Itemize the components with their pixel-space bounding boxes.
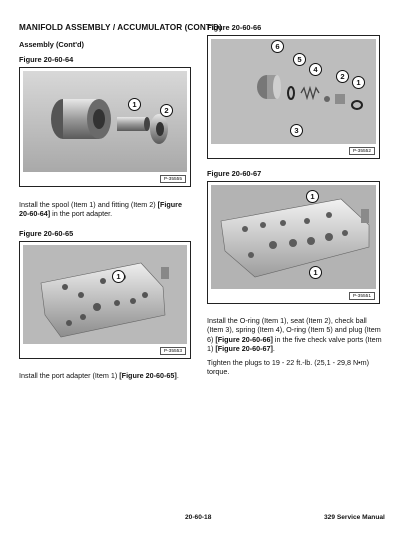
spool-fitting-photo	[23, 71, 187, 172]
photo-number: P-35551	[349, 292, 375, 300]
instruction-port-adapter: Install the port adapter (Item 1) [Figure 20-60-65].	[19, 371, 179, 380]
manual-name: 329 Service Manual	[324, 514, 385, 521]
page-number: 20-60-18	[185, 514, 212, 521]
callout-item-2: 2	[160, 104, 173, 117]
figure-label-64: Figure 20-60-64	[19, 55, 74, 64]
callout-item-5: 5	[293, 53, 306, 66]
callout-item-4: 4	[309, 63, 322, 76]
figure-20-60-64	[19, 67, 191, 187]
figure-ref-66: [Figure 20-60-66]	[215, 334, 273, 344]
photo-number: P-35553	[160, 347, 186, 355]
callout-item-1: 1	[128, 98, 141, 111]
callout-item-1: 1	[306, 190, 319, 203]
section-subtitle: Assembly (Cont'd)	[19, 40, 84, 49]
photo-number: P-35552	[349, 147, 375, 155]
manifold-ports-photo	[211, 185, 376, 289]
callout-item-1: 1	[112, 270, 125, 283]
figure-label-66: Figure 20-60-66	[207, 23, 262, 32]
figure-20-60-67	[207, 181, 380, 304]
figure-20-60-65	[19, 241, 191, 359]
photo-number: P-35555	[160, 175, 186, 183]
callout-item-6: 6	[271, 40, 284, 53]
page-title: MANIFOLD ASSEMBLY / ACCUMULATOR (CONT'D)	[19, 23, 222, 32]
callout-item-1: 1	[309, 266, 322, 279]
instruction-spool: Install the spool (Item 1) and fitting (Item 2) [Figure 20-60-64] in the port adapter.	[19, 200, 182, 219]
figure-label-67: Figure 20-60-67	[207, 169, 262, 178]
figure-ref-65: [Figure 20-60-65]	[119, 371, 177, 380]
figure-label-65: Figure 20-60-65	[19, 229, 74, 238]
callout-item-2: 2	[336, 70, 349, 83]
callout-item-1: 1	[352, 76, 365, 89]
figure-ref-64: [Figure 20-60-64]	[19, 200, 182, 219]
figure-20-60-66	[207, 35, 380, 159]
instruction-torque: Tighten the plugs to 19 - 22 ft.-lb. (25,1 - 29,8 N•m) torque.	[207, 358, 370, 377]
port-adapter-photo	[23, 245, 187, 344]
instruction-check-valve: Install the O-ring (Item 1), seat (Item 2), check ball (Item 3), spring (Item 4), O-ring (Item 5) and plug (Item 6) [Figure 20-60-66] in the five check valve ports (Item 1) [Figure 20-60-67].	[207, 316, 382, 354]
figure-ref-67: [Figure 20-60-67]	[215, 344, 273, 354]
callout-item-3: 3	[290, 124, 303, 137]
